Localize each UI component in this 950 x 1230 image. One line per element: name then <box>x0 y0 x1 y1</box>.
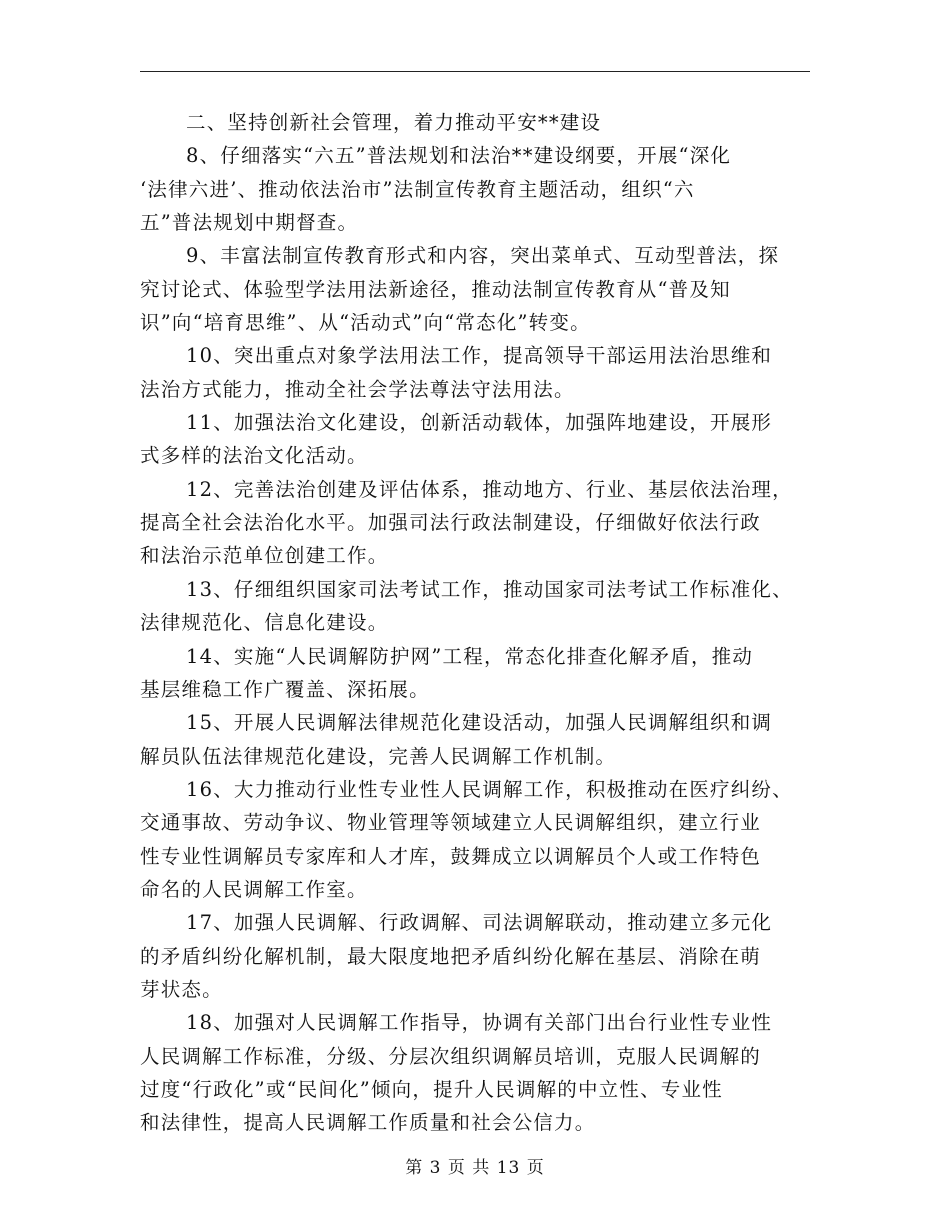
section-heading: 二、坚持创新社会管理，着力推动平安**建设 <box>186 111 602 134</box>
paragraph-11-line-1: 11、加强法治文化建设，创新活动载体，加强阵地建设，开展形 <box>186 411 773 435</box>
paragraph-16-line-1: 16、大力推动行业性专业性人民调解工作，积极推动在医疗纠纷、 <box>186 777 793 801</box>
paragraph-12-line-3: 和法治示范单位创建工作。 <box>140 544 389 568</box>
paragraph-9-line-3: 识”向“培育思维”、从“活动式”向“常态化”转变。 <box>140 311 591 335</box>
paragraph-17-line-1: 17、加强人民调解、行政调解、司法调解联动，推动建立多元化 <box>186 911 773 935</box>
paragraph-8-line-3: 五”普法规划中期督查。 <box>140 211 359 235</box>
header-rule <box>140 71 810 72</box>
paragraph-8-line-1: 8、仔细落实“六五”普法规划和法治**建设纲要，开展“深化 <box>186 144 732 168</box>
paragraph-18-line-4: 和法律性，提高人民调解工作质量和社会公信力。 <box>140 1111 596 1135</box>
paragraph-18-line-3: 过度“行政化”或“民间化”倾向，提升人民调解的中立性、专业性 <box>140 1077 723 1101</box>
paragraph-15-line-2: 解员队伍法律规范化建设，完善人民调解工作机制。 <box>140 744 617 768</box>
paragraph-9-line-1: 9、丰富法制宣传教育形式和内容，突出菜单式、互动型普法，探 <box>186 244 780 268</box>
page-number: 第 3 页 共 13 页 <box>405 1158 545 1178</box>
paragraph-15-line-1: 15、开展人民调解法律规范化建设活动，加强人民调解组织和调 <box>186 711 773 735</box>
document-body <box>140 106 812 1140</box>
paragraph-14-line-1: 14、实施“人民调解防护网”工程，常态化排查化解矛盾，推动 <box>186 644 754 668</box>
paragraph-18-line-2: 人民调解工作标准，分级、分层次组织调解员培训，克服人民调解的 <box>140 1044 762 1068</box>
paragraph-12-line-2: 提高全社会法治化水平。加强司法行政法制建设，仔细做好依法行政 <box>140 511 762 535</box>
paragraph-17-line-2: 的矛盾纠纷化解机制，最大限度地把矛盾纠纷化解在基层、消除在萌 <box>140 944 762 968</box>
paragraph-10-line-2: 法治方式能力，推动全社会学法尊法守法用法。 <box>140 377 575 401</box>
paragraph-8-line-2: ‘法律六进’、推动依法治市”法制宣传教育主题活动，组织“六 <box>140 177 695 201</box>
paragraph-13-line-2: 法律规范化、信息化建设。 <box>140 611 389 635</box>
paragraph-9-line-2: 究讨论式、体验型学法用法新途径，推动法制宣传教育从“普及知 <box>140 277 731 301</box>
paragraph-16-line-4: 命名的人民调解工作室。 <box>140 877 368 901</box>
paragraph-16-line-3: 性专业性调解员专家库和人才库，鼓舞成立以调解员个人或工作特色 <box>140 844 762 868</box>
paragraph-13-line-1: 13、仔细组织国家司法考试工作，推动国家司法考试工作标准化、 <box>186 577 793 601</box>
paragraph-17-line-3: 芽状态。 <box>140 977 223 1001</box>
paragraph-10-line-1: 10、突出重点对象学法用法工作，提高领导干部运用法治思维和 <box>186 344 773 368</box>
paragraph-12-line-1: 12、完善法治创建及评估体系，推动地方、行业、基层依法治理， <box>186 477 793 501</box>
paragraph-14-line-2: 基层维稳工作广覆盖、深拓展。 <box>140 677 430 701</box>
paragraph-11-line-2: 式多样的法治文化活动。 <box>140 444 368 468</box>
paragraph-16-line-2: 交通事故、劳动争议、物业管理等领域建立人民调解组织，建立行业 <box>140 811 762 835</box>
paragraph-18-line-1: 18、加强对人民调解工作指导，协调有关部门出台行业性专业性 <box>186 1011 773 1035</box>
